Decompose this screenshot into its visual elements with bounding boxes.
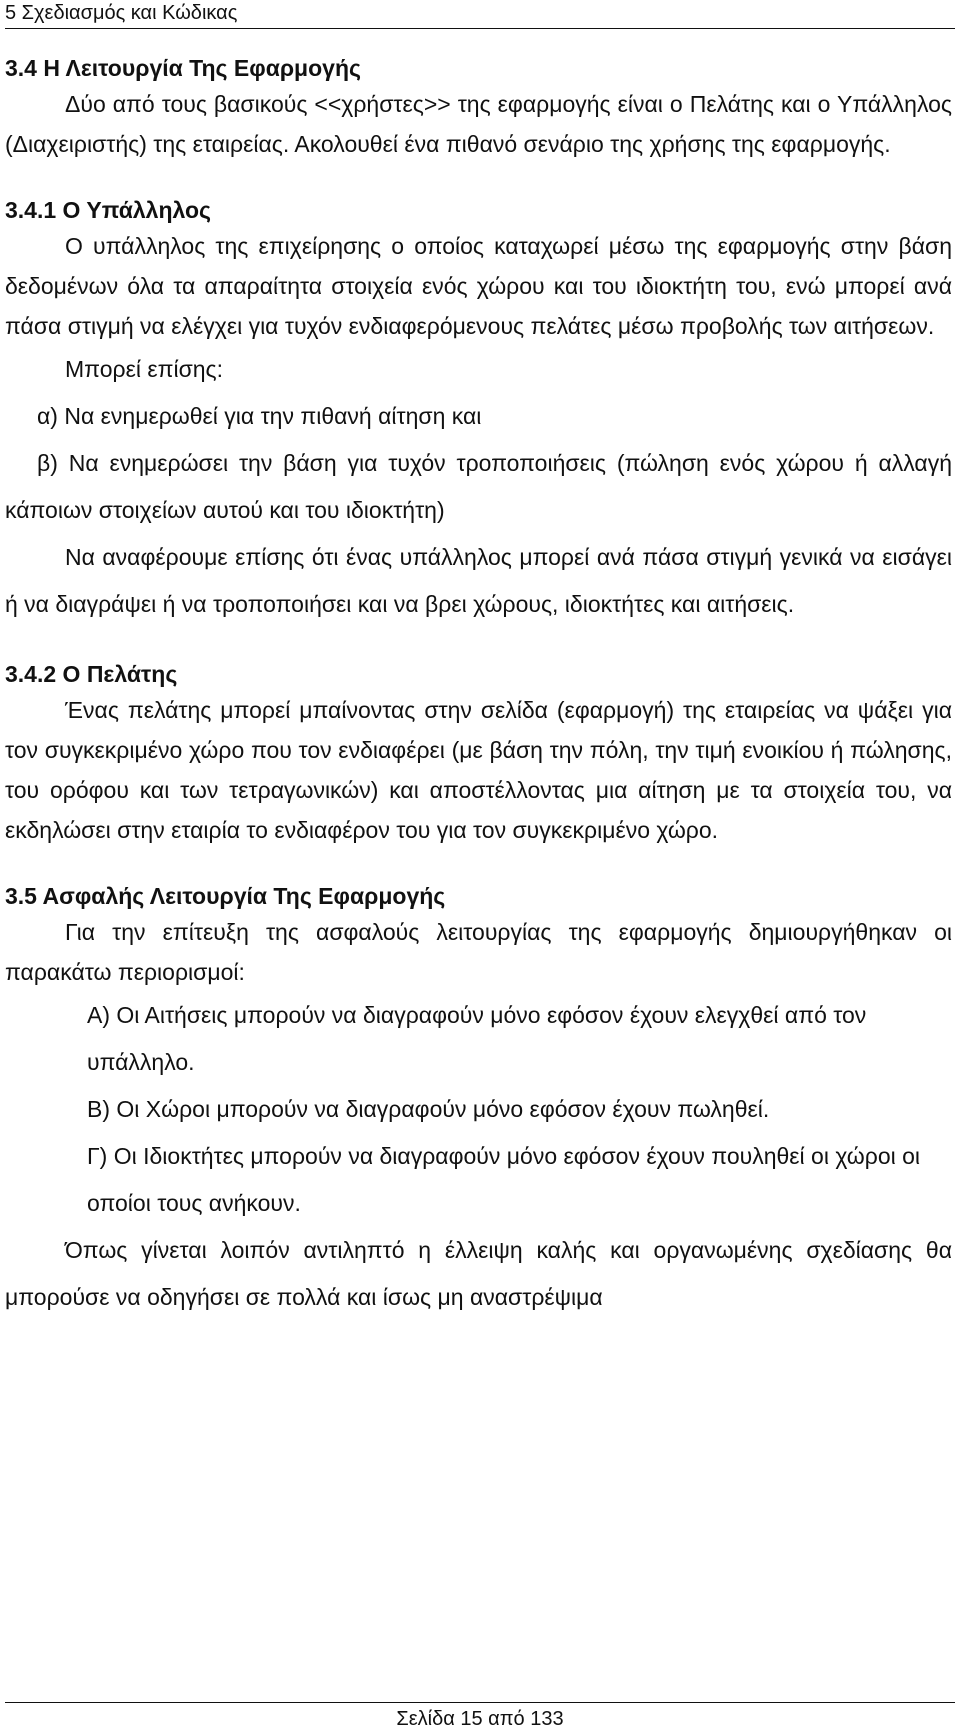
section-3-4-heading: 3.4 Η Λειτουργία Της Εφαρμογής — [5, 55, 361, 81]
security-intro: Για την επίτευξη της ασφαλούς λειτουργίας της εφαρμογής δημιουργήθηκαν οι παρακάτω περιορισμοί: — [5, 919, 952, 985]
section-3-4-intro: Δύο από τους βασικούς <<χρήστες>> της εφαρμογής είναι ο Πελάτης και ο Υπάλληλος (Διαχειριστής) της εταιρείας. Ακολουθεί ένα πιθανό σενάριο της χρήσης της εφαρμογής. — [5, 91, 952, 157]
section-3-5-heading: 3.5 Ασφαλής Λειτουργία Της Εφαρμογής — [5, 883, 446, 909]
restriction-item: Β) Οι Χώροι μπορούν να διαγραφούν μόνο εφόσον έχουν πωληθεί. — [87, 1096, 770, 1122]
running-header — [5, 0, 955, 29]
section-3-4-1-heading: 3.4.1 Ο Υπάλληλος — [5, 197, 212, 223]
employee-item-a: α) Να ενημερωθεί για την πιθανή αίτηση και — [37, 403, 482, 429]
restriction-item: Γ) Οι Ιδιοκτήτες μπορούν να διαγραφούν μόνο εφόσον έχουν πουληθεί οι χώροι οι οποίοι τους ανήκουν. — [87, 1143, 921, 1216]
chapter-title: 5 Σχεδιασμός και Κώδικας — [5, 2, 238, 24]
footer-divider — [5, 1702, 955, 1703]
restriction-item: Α) Οι Αιτήσεις μπορούν να διαγραφούν μόνο εφόσον έχουν ελεγχθεί από τον υπάλληλο. — [87, 1002, 867, 1075]
section-3-4-2-heading: 3.4.2 Ο Πελάτης — [5, 661, 178, 687]
security-conclusion: Όπως γίνεται λοιπόν αντιληπτό η έλλειψη καλής και οργανωμένης σχεδίασης θα μπορούσε να οδηγήσει σε πολλά και ίσως μη αναστρέψιμα — [5, 1237, 952, 1310]
page-number: Σελίδα 15 από 133 — [396, 1708, 564, 1730]
page-body — [5, 52, 952, 1321]
employee-item-b: β) Να ενημερώσει την βάση για τυχόν τροποποιήσεις (πώληση ενός χώρου ή αλλαγή κάποιων στοιχείων αυτού και του ιδιοκτήτη) — [5, 450, 952, 523]
restrictions-list — [5, 992, 952, 1227]
customer-paragraph: Ένας πελάτης μπορεί μπαίνοντας στην σελίδα (εφαρμογή) της εταιρείας να ψάξει για τον συγκεκριμένο χώρο που τον ενδιαφέρει (με βάση την πόλη, την τιμή ενοικίου ή πώλησης, του ορόφου και των τετραγωνικών) και αποστέλλοντας μια αίτηση με τα στοιχεία του, να εκδηλώσει στην εταιρία το ενδιαφέρον του για τον συγκεκριμένο χώρο. — [5, 697, 952, 843]
employee-paragraph-3: Να αναφέρουμε επίσης ότι ένας υπάλληλος μπορεί ανά πάσα στιγμή γενικά να εισάγει ή να διαγράψει ή να τροποποιήσει και να βρει χώρους, ιδιοκτήτες και αιτήσεις. — [5, 544, 952, 617]
employee-paragraph-1: Ο υπάλληλος της επιχείρησης ο οποίος καταχωρεί μέσω της εφαρμογής στην βάση δεδομένων όλα τα απαραίτητα στοιχεία ενός χώρου και του ιδιοκτήτη του, ενώ μπορεί ανά πάσα στιγμή να ελέγχει για τυχόν ενδιαφερόμενους πελάτες μέσω προβολής των αιτήσεων. — [5, 233, 952, 339]
employee-paragraph-2: Μπορεί επίσης: — [65, 356, 224, 382]
